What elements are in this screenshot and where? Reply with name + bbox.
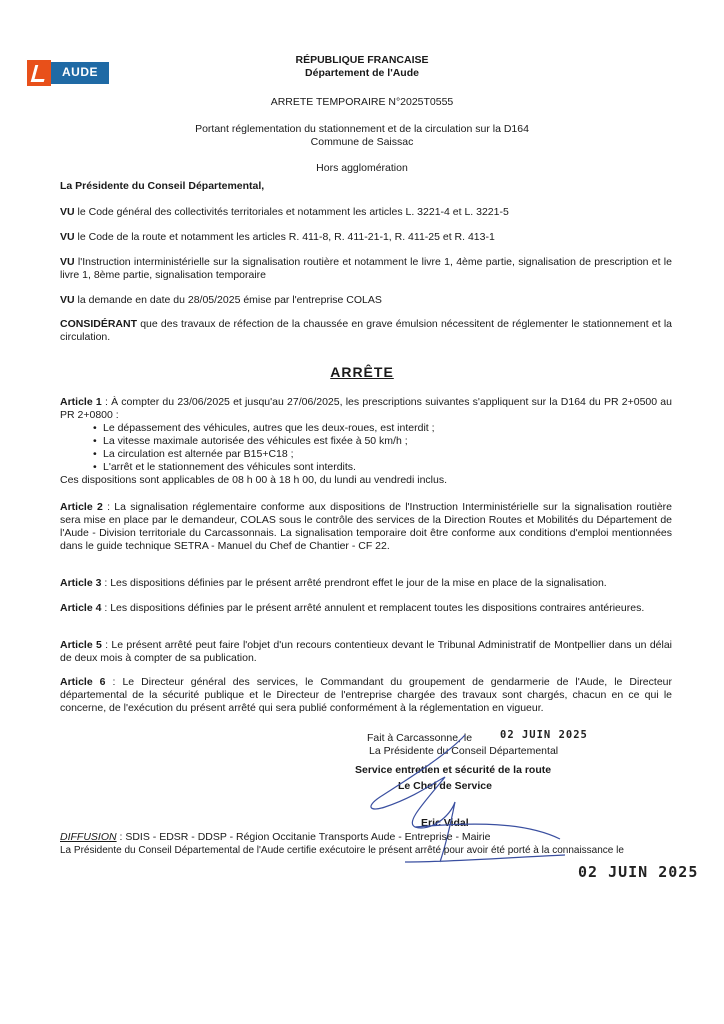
list-item: • La vitesse maximale autorisée des véhicules est fixée à 50 km/h ;: [93, 435, 672, 448]
article-6: [60, 676, 672, 715]
vu-label: VU: [60, 256, 75, 268]
subject-line-2: Commune de Saissac: [310, 136, 414, 148]
subject-line-1: Portant réglementation du stationnement et de la circulation sur la D164: [195, 123, 529, 135]
article-1-list: [60, 422, 672, 474]
article-label: Article 1: [60, 396, 102, 408]
vu-paragraph-1: [60, 206, 672, 219]
signature-service: Service entretien et sécurité de la route: [355, 764, 552, 776]
article-3: [60, 577, 672, 590]
vu-text: la demande en date du 28/05/2025 émise par l'entreprise COLAS: [77, 294, 382, 306]
arrete-heading: ARRÊTE: [330, 364, 394, 380]
signature-president: La Présidente du Conseil Départemental: [369, 745, 559, 757]
republic-title: RÉPUBLIQUE FRANCAISE: [295, 54, 429, 66]
signature-date-stamp: 02 JUIN 2025: [500, 729, 588, 741]
article-label: Article 6: [60, 676, 106, 688]
vu-text: le Code général des collectivités territoriales et notamment les articles L. 3221-4 et L. 3221-5: [77, 206, 509, 218]
aude-logo-text: AUDE: [51, 62, 109, 84]
article-label: Article 2: [60, 501, 103, 513]
signature-chef: Le Chef de Service: [398, 780, 492, 792]
article-label: Article 3: [60, 577, 102, 589]
list-item: • L'arrêt et le stationnement des véhicules sont interdits.: [93, 461, 672, 474]
list-item: • Le dépassement des véhicules, autres que les deux-roues, est interdit ;: [93, 422, 672, 435]
considerant-label: CONSIDÉRANT: [60, 318, 138, 330]
article-label: Article 5: [60, 639, 102, 651]
vu-text: l'Instruction interministérielle sur la signalisation routière et notamment le livre 1, 4ème partie, signalisation de prescription et le livre 1, 8ème partie, signalisation temporaire: [60, 256, 672, 281]
diffusion-text: : SDIS - EDSR - DDSP - Région Occitanie Transports Aude - Entreprise - Mairie: [119, 831, 491, 843]
vu-paragraph-4: [60, 294, 672, 307]
vu-label: VU: [60, 206, 75, 218]
diffusion-line: [60, 831, 680, 844]
article-1: [60, 396, 672, 487]
considerant-paragraph: [60, 318, 672, 344]
handwritten-signature-icon: [355, 727, 615, 887]
article-text: : Le présent arrêté peut faire l'objet d'un recours contentieux devant le Tribunal Administratif de Montpellier dans un délai de deux mois à compter de sa publication.: [60, 639, 673, 664]
signature-name: Eric Vidal: [421, 817, 469, 829]
article-5: [60, 639, 672, 665]
article-label: Article 4: [60, 602, 102, 614]
department-title: Département de l'Aude: [305, 67, 419, 79]
list-item: • La circulation est alternée par B15+C18 ;: [93, 448, 672, 461]
certification-date-stamp: 02 JUIN 2025: [578, 863, 699, 881]
vu-label: VU: [60, 294, 75, 306]
vu-text: le Code de la route et notamment les articles R. 411-8, R. 411-21-1, R. 411-25 et R. 413-1: [77, 231, 495, 243]
article-1-footer: Ces dispositions sont applicables de 08 h 00 à 18 h 00, du lundi au vendredi inclus.: [60, 474, 448, 486]
article-text: : Les dispositions définies par le présent arrêté prendront effet le jour de la mise en place de la signalisation.: [101, 577, 607, 589]
article-text: : Le Directeur général des services, le Commandant du groupement de gendarmerie de l'Aude, le Directeur départemental de la sécurité publique et le Directeur de l'entreprise chargée des travaux sont chargés, chacun en ce qui le concerne, de l'exécution du présent arrêté qui sera publié conformément à la réglementation en vigueur.: [60, 676, 672, 714]
signature-block: [355, 727, 615, 887]
location-text: Hors agglomération: [316, 162, 408, 174]
president-line: La Présidente du Conseil Départemental,: [60, 180, 265, 192]
arrete-number: ARRETE TEMPORAIRE N°2025T0555: [270, 96, 454, 108]
certification-text: La Présidente du Conseil Départemental de l'Aude certifie exécutoire le présent arrêté pour avoir été porté à la connaissance le: [60, 845, 624, 856]
considerant-text: que des travaux de réfection de la chaussée en grave émulsion nécessitent de réglementer le stationnement et la circulation.: [60, 318, 672, 343]
article-text: : La signalisation réglementaire conforme aux dispositions de l'Instruction Interministérielle sur la signalisation routière sera mise en place par le demandeur, COLAS sous le contrôle des services de la Direction Routes et Mobilités du Département de l'Aude - Division territoriale du Carcassonnais. La signalisation temporaire doit être conforme aux conditions d'emploi mentionnées dans le guide technique SETRA - Manuel du Chef de Chantier - CF 22.: [60, 501, 673, 552]
diffusion-label: DIFFUSION: [60, 831, 117, 843]
article-4: [60, 602, 672, 615]
vu-label: VU: [60, 231, 75, 243]
fait-a-text: Fait à Carcassonne, le: [367, 732, 473, 744]
article-text: : Les dispositions définies par le présent arrêté annulent et remplacent toutes les dispositions contraires antérieures.: [101, 602, 645, 614]
article-text: : À compter du 23/06/2025 et jusqu'au 27/06/2025, les prescriptions suivantes s'appliquent sur la D164 du PR 2+0500 au PR 2+0800 :: [60, 396, 672, 421]
vu-paragraph-2: [60, 231, 672, 244]
vu-paragraph-3: [60, 256, 672, 282]
article-2: [60, 501, 672, 553]
